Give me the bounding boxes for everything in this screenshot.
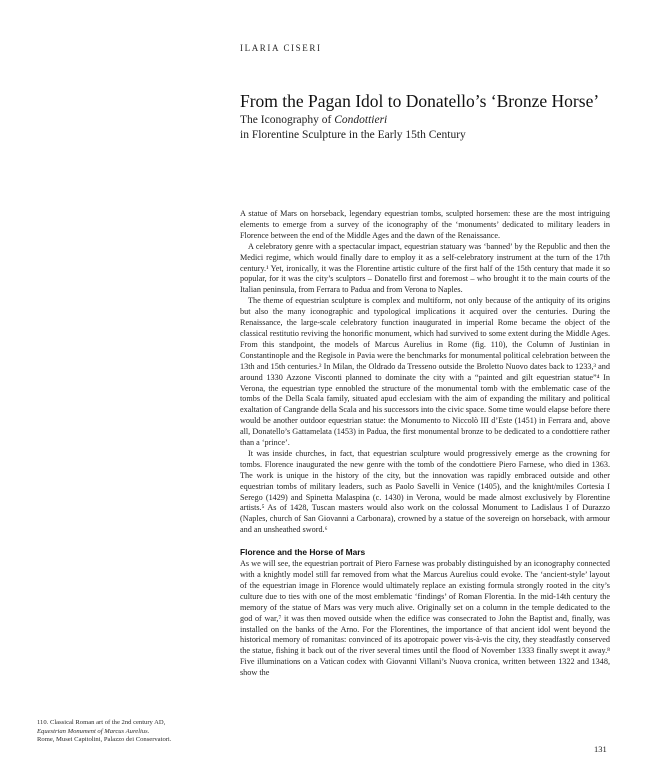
caption-line-3: Rome, Musei Capitolini, Palazzo dei Conservatori. [37, 736, 172, 744]
article-body [240, 209, 610, 679]
subtitle-prefix: The Iconography of [240, 114, 335, 126]
caption-line-2: Equestrian Monument of Marcus Aurelius. [37, 727, 150, 735]
article-subtitle [240, 113, 620, 143]
paragraph-1: A statue of Mars on horseback, legendary equestrian tombs, sculpted horsemen: these are the most intriguing elements to emerge from a survey of the iconography of the ‘monuments’ dedicated to military leaders in Florence between the end of the Middle Ages and the dawn of the Renaissance. [240, 209, 610, 240]
page-number: 131 [594, 744, 607, 754]
paragraph-2: A celebratory genre with a spectacular impact, equestrian statuary was ‘banned’ by the Republic and then the Medici regime, which would finally dare to employ it as a self-celebratory instrument at the turn of the 17th century.¹ Yet, ironically, it was the Florentine artistic culture of the first half of the 15th century that made it so popular, for it was the city’s sculptors – Donatello first and foremost – who brought it to the main courts of the Italian peninsula, from Ferrara to Padua and from Verona to Naples. [240, 241, 610, 295]
section-heading: Florence and the Horse of Mars [240, 547, 366, 558]
subtitle-italic: Condottieri [334, 114, 388, 126]
running-head-author: ILARIA CISERI [240, 43, 322, 53]
subtitle-line-2: in Florentine Sculpture in the Early 15th Century [240, 129, 466, 141]
caption-line-1: 110. Classical Roman art of the 2nd century AD, [37, 719, 166, 726]
article-title-block [240, 91, 620, 143]
section-paragraph: As we will see, the equestrian portrait of Piero Farnese was probably distinguished by an iconography connected with a knightly model still far removed from what the Marcus Aurelius could evoke. The ‘ancient-style’ layout of the equestrian image in Florence would ultimately replace an existing formula strongly rooted in the city’s culture due to ties with one of the most emblematic ‘findings’ of Roman Florentia. In the mid-14th century the memory of the statue of Mars was very much alive. Originally set on a column in the temple dedicated to the god of war,⁷ it was then moved outside when the edifice was consecrated to John the Baptist and, finally, was installed on the banks of the Arno. For the Florentines, the importance of that ancient idol went beyond the historical memory of romanitas: convinced of its apotropaic power vis-à-vis the city, they steadfastly conserved the statue, fishing it back out of the river several times until the flood of November 1333 finally swept it away.⁸ Five illuminations on a Vatican codex with Giovanni Villani’s Nuova cronica, written between 1322 and 1348, show the [240, 559, 610, 678]
paragraph-3: The theme of equestrian sculpture is complex and multiform, not only because of the antiquity of its origins but also the many iconographic and typological implications it acquired over the centuries. During the Renaissance, the large-scale celebratory function inaugurated in imperial Rome became the object of the classical restitutio reviving the honorific monument, which had survived to some extent during the Middle Ages. From this standpoint, the models of Marcus Aurelius in Rome (fig. 110), the Column of Justinian in Constantinople and the Regisole in Pavia were the benchmarks for monumental political celebration between the 13th and 15th centuries.² In Milan, the Oldrado da Tresseno outside the Broletto Nuovo dates back to 1233,³ and around 1330 Azzone Visconti planned to dominate the city with a “painted and gilt equestrian statue”⁴ In Verona, the equestrian type ennobled the structure of the monumental tomb with the emblematic case of the tombs of the Della Scala family, situated apud ecclesiam with the aim of expanding the military and political exaltation of Cangrande della Scala and his successors into the civic space. Some time would elapse before there would be another outdoor equestrian statue: the Monumento to Niccolò III d’Este (1451) in Ferrara and, above all, Donatello’s Gattamelata (1453) in Padua, the first monumental bronze to be dedicated to a condottiere rather than a ‘prince’. [240, 296, 610, 448]
paragraph-4: It was inside churches, in fact, that equestrian sculpture would progressively emerge as the crowning for tombs. Florence inaugurated the new genre with the tomb of the condottiere Piero Farnese, who died in 1363. The work is unique in the history of the city, but the innovation was rapidly embraced outside and other equestrian tombs of military leaders, such as Paolo Savelli in Venice (1405), and the knight/miles Cortesia I Serego (1429) and Spinetta Malaspina (c. 1430) in Verona, would be made almost exclusively by Florentine artists.⁵ As of 1428, Tuscan masters would also work on the colossal Monument to Ladislaus I of Durazzo (Naples, church of San Giovanni a Carbonara), crowned by a statue of the sovereign on horseback, with armour and an unsheathed sword.⁶ [240, 448, 610, 535]
figure-caption [37, 719, 227, 745]
article-title: From the Pagan Idol to Donatello’s ‘Bronze Horse’ [240, 91, 600, 111]
